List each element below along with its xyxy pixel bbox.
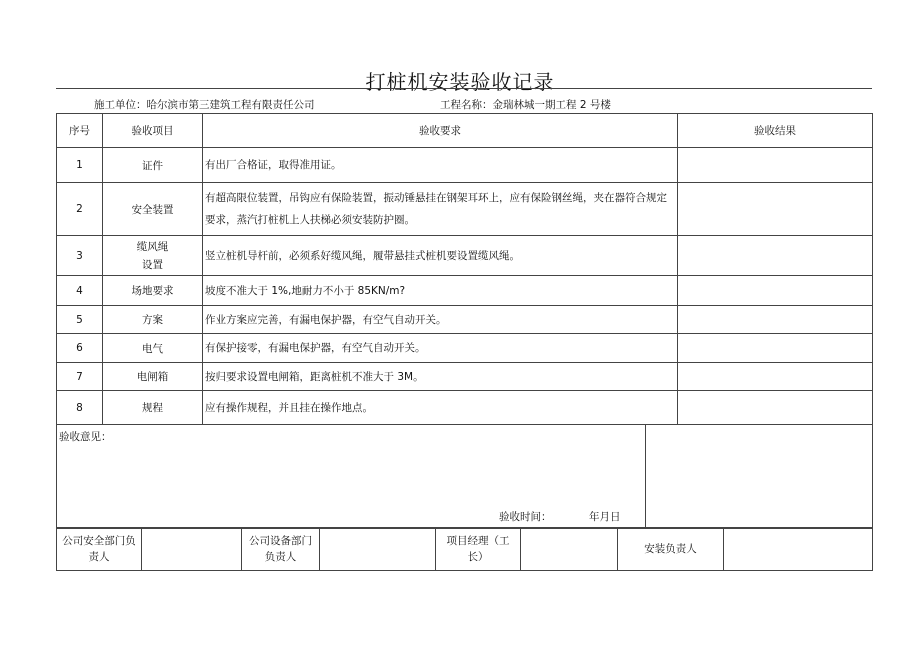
- header-requirement: 验收要求: [203, 114, 678, 148]
- header-result: 验收结果: [678, 114, 873, 148]
- row-item-line1: 缆风绳: [136, 240, 169, 253]
- equipment-dept-label: 公司设备部门负责人: [242, 528, 320, 571]
- row-no: 3: [57, 236, 103, 276]
- row-no: 2: [57, 183, 103, 236]
- row-item-line2: 设置: [142, 258, 163, 271]
- safety-dept-signature[interactable]: [142, 528, 242, 571]
- row-no: 5: [57, 306, 103, 334]
- row-requirement: 竖立桩机导杆前，必须系好缆风绳，履带悬挂式桩机要设置缆风绳。: [203, 236, 678, 276]
- row-result[interactable]: [678, 276, 873, 306]
- row-item: 证件: [103, 148, 203, 183]
- inspection-time-label: 验收时间：: [499, 511, 552, 523]
- row-result[interactable]: [678, 391, 873, 425]
- row-result[interactable]: [678, 183, 873, 236]
- project-manager-label: 项目经理（工长）: [436, 528, 521, 571]
- row-result[interactable]: [678, 306, 873, 334]
- project-manager-signature[interactable]: [521, 528, 618, 571]
- title-underline: [56, 88, 872, 89]
- opinion-box[interactable]: [57, 425, 646, 529]
- safety-dept-label: 公司安全部门负责人: [57, 528, 142, 571]
- inspection-date-label: 年月日: [589, 511, 621, 523]
- row-item: 方案: [103, 306, 203, 334]
- opinion-label: 验收意见：: [59, 431, 112, 443]
- construction-unit: 施工单位：哈尔滨市第三建筑工程有限责任公司: [94, 99, 315, 111]
- row-requirement: 有出厂合格证，取得准用证。: [203, 148, 678, 183]
- row-requirement: 有超高限位装置，吊钩应有保险装置，振动锤悬挂在钢架耳环上，应有保险钢丝绳，夹在器符合规定要求，蒸汽打桩机上人扶梯必须安装防护圈。: [203, 183, 678, 236]
- row-item: 规程: [103, 391, 203, 425]
- row-requirement: 有保护接零，有漏电保护器，有空气自动开关。: [203, 334, 678, 363]
- row-requirement: 应有操作规程，并且挂在操作地点。: [203, 391, 678, 425]
- project-name: 工程名称：金瑞林城一期工程 2 号楼: [440, 99, 611, 111]
- row-no: 7: [57, 363, 103, 391]
- header-item: 验收项目: [103, 114, 203, 148]
- row-requirement: 作业方案应完善，有漏电保护器，有空气自动开关。: [203, 306, 678, 334]
- table-row: [57, 306, 873, 334]
- row-no: 8: [57, 391, 103, 425]
- installer-label: 安装负责人: [618, 528, 724, 571]
- equipment-dept-signature[interactable]: [320, 528, 436, 571]
- row-requirement: 坡度不准大于 1%,地耐力不小于 85KN/m?: [203, 276, 678, 306]
- row-item: 安全装置: [103, 183, 203, 236]
- row-item: 电闸箱: [103, 363, 203, 391]
- row-result[interactable]: [678, 363, 873, 391]
- row-requirement: 按归要求设置电闸箱，距离桩机不准大于 3M。: [203, 363, 678, 391]
- table-row: [57, 334, 873, 363]
- opinion-side-box[interactable]: [646, 425, 873, 529]
- row-result[interactable]: [678, 148, 873, 183]
- opinion-section: [56, 424, 873, 529]
- row-no: 1: [57, 148, 103, 183]
- row-item: [103, 236, 203, 276]
- installer-signature[interactable]: [724, 528, 873, 571]
- table-row: [57, 183, 873, 236]
- row-no: 4: [57, 276, 103, 306]
- header-no: 序号: [57, 114, 103, 148]
- row-item: 电气: [103, 334, 203, 363]
- row-result[interactable]: [678, 236, 873, 276]
- signature-row: [56, 527, 873, 571]
- table-row: [57, 363, 873, 391]
- table-row: [57, 391, 873, 425]
- table-row: [57, 148, 873, 183]
- document-title: 打桩机安装验收记录: [365, 70, 555, 94]
- table-row: [57, 276, 873, 306]
- row-no: 6: [57, 334, 103, 363]
- inspection-table: [56, 113, 873, 425]
- table-header-row: [57, 114, 873, 148]
- row-item: 场地要求: [103, 276, 203, 306]
- table-row: [57, 236, 873, 276]
- row-result[interactable]: [678, 334, 873, 363]
